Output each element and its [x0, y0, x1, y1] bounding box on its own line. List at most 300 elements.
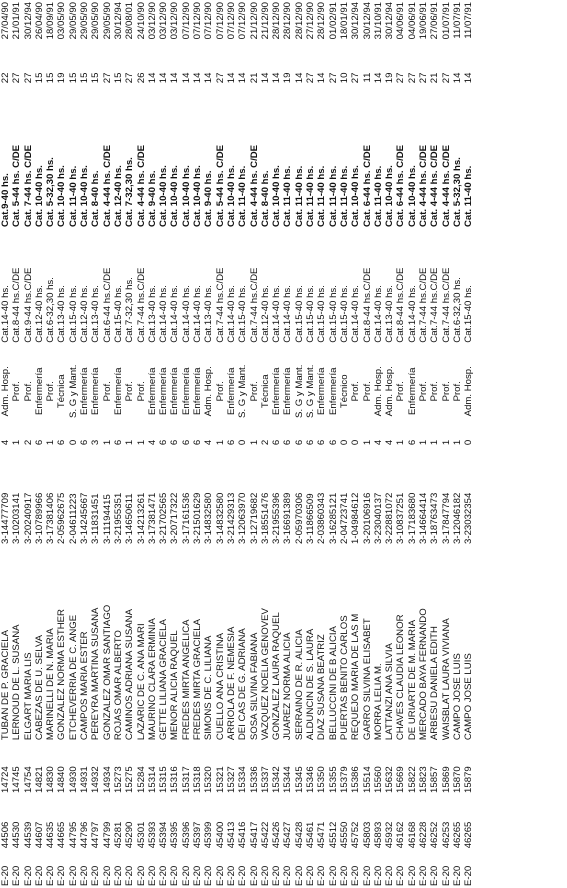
cell-current-category: Cat.13-40 hs. [203, 285, 215, 343]
cell-code: E-20 [417, 865, 429, 886]
table-row [226, 0, 237, 888]
cell-full-name: SIMONS DE C. LILIANA [203, 635, 215, 741]
cell-date: 18/09/91 [45, 2, 57, 40]
table-row [45, 0, 56, 888]
cell-new-category: Cat. 5-44 hs. C/DE [214, 144, 226, 228]
cell-new-category: Cat. 11-40 hs. [327, 165, 339, 228]
cell-date: 04/06/91 [406, 2, 418, 40]
cell-current-category: Cat.14-40 hs. [350, 285, 362, 343]
cell-new-category: Cat. 4-44 hs. C/DE [440, 144, 452, 228]
cell-new-category: Cat. 8-40 hs. [259, 170, 271, 228]
table-row [452, 0, 463, 888]
cell-sector: Prof. [429, 381, 441, 402]
cell-group: 4 [203, 439, 215, 446]
cell-current-category: Cat.7-44 hs.C/DE [214, 267, 226, 343]
cell-document-id: 3-11194415 [101, 494, 113, 544]
cell-document-id: 3-12719682 [248, 492, 260, 544]
cell-legajo: 44795 [67, 821, 79, 849]
cell-document-id: 3-17847794 [440, 492, 452, 544]
cell-date: 29/05/90 [79, 2, 91, 40]
table-row [113, 0, 124, 888]
cell-group: 1 [361, 439, 373, 446]
cell-date: 21/01/91 [11, 2, 23, 40]
cell-legajo: 45393 [146, 821, 158, 849]
cell-number: 15822 [406, 766, 418, 793]
cell-document-id: 3-20106916 [361, 492, 373, 544]
table-row [362, 0, 373, 888]
cell-code: E-20 [372, 865, 384, 886]
cell-document-id: 2-04611223 [67, 493, 79, 544]
cell-legajo: 45427 [282, 821, 294, 849]
cell-legajo: 45413 [225, 821, 237, 849]
cell-sector: Prof. [395, 381, 407, 402]
cell-group: 1 [440, 439, 452, 446]
cell-document-id: 3-20240917 [22, 492, 34, 544]
cell-document-id: 3-17381406 [45, 492, 57, 544]
cell-full-name: LATTANZI ANA SILVIA [384, 643, 396, 741]
cell-current-category: Cat.7-44 hs.C/DE [440, 267, 452, 343]
table-row [350, 0, 361, 888]
cell-points: 14 [372, 72, 384, 84]
cell-points: 14 [158, 72, 170, 84]
cell-current-category: Cat.8-44 hs.C/DE [361, 267, 373, 343]
cell-number: 15344 [282, 766, 294, 793]
table-row [407, 0, 418, 888]
cell-new-category: Cat. 4-44 hs. C/DE [429, 144, 441, 228]
cell-points: 27 [440, 72, 452, 84]
cell-document-id: 3-18763473 [429, 492, 441, 544]
cell-document-id: 3-22881072 [384, 492, 396, 544]
table-row [147, 0, 158, 888]
cell-points: 19 [282, 72, 294, 84]
cell-group: 1 [101, 439, 113, 446]
cell-current-category: Cat.7-44 hs.C/DE [417, 267, 429, 343]
table-row [294, 0, 305, 888]
cell-group: 0 [67, 439, 79, 446]
cell-date: 30/12/94 [112, 2, 124, 40]
table-row [68, 0, 79, 888]
cell-number: 15379 [338, 766, 350, 793]
cell-code: E-20 [180, 865, 192, 886]
cell-group: 6 [192, 439, 204, 446]
cell-code: E-20 [282, 865, 294, 886]
cell-full-name: JUAREZ NORMA ALICIA [282, 632, 294, 741]
cell-sector: Enfermería [158, 367, 170, 415]
cell-new-category: Cat. 10-40 hs. [33, 165, 45, 228]
table-row [316, 0, 327, 888]
cell-number: 14932 [90, 766, 102, 793]
cell-sector: Prof. [22, 381, 34, 402]
cell-full-name: MAURINO CLARA ERMINIA [146, 618, 158, 741]
cell-date: 29/05/90 [67, 2, 79, 40]
cell-document-id: 3-17161536 [180, 492, 192, 544]
cell-number: 15350 [316, 766, 328, 793]
cell-new-category: Cat. 11-40 hs. [282, 165, 294, 228]
cell-legajo: 45417 [248, 821, 260, 849]
cell-legajo: 45893 [372, 821, 384, 849]
cell-date: 27/12/90 [305, 2, 317, 40]
cell-new-category: Cat. 10-40 hs. [225, 165, 237, 228]
cell-group: 4 [0, 439, 11, 446]
cell-sector: Enfermería [90, 367, 102, 415]
cell-group: 1 [135, 439, 147, 446]
cell-group: 6 [79, 439, 91, 446]
cell-new-category: Cat. 11-40 hs. [237, 165, 249, 228]
cell-code: E-20 [451, 865, 463, 886]
cell-code: E-20 [305, 865, 317, 886]
cell-legajo: 45301 [135, 821, 147, 849]
cell-points: 27 [305, 72, 317, 84]
cell-number: 14830 [45, 766, 57, 793]
cell-group: 6 [158, 439, 170, 446]
cell-document-id: 3-14477709 [0, 492, 11, 544]
cell-full-name: DE URIARTE DE M. MARIA [406, 619, 418, 741]
cell-number: 15314 [146, 766, 158, 793]
cell-current-category: Cat.14-40 hs. [406, 285, 418, 343]
cell-legajo: 45550 [338, 821, 350, 849]
cell-legajo: 44607 [33, 821, 45, 849]
cell-sector: Enfermería [406, 367, 418, 415]
cell-new-category: Cat. 6-44 hs. C/DE [361, 144, 373, 228]
cell-sector: Enfermería [192, 367, 204, 415]
cell-number: 15823 [417, 766, 429, 793]
cell-points: 27 [417, 72, 429, 84]
cell-code: E-20 [0, 865, 11, 886]
cell-full-name: ETCHEVERRIA DE C. ANGE [67, 614, 79, 741]
cell-number: 15315 [158, 766, 170, 793]
cell-full-name: VAZQUEZ NOELIA GENOVEV [259, 608, 271, 741]
cell-code: E-20 [248, 865, 260, 886]
cell-points: 14 [463, 72, 475, 84]
cell-code: E-20 [112, 865, 124, 886]
cell-group: 1 [11, 439, 23, 446]
cell-points: 27 [350, 72, 362, 84]
cell-document-id: 3-14213261 [135, 492, 147, 544]
table-row [158, 0, 169, 888]
cell-date: 21/12/90 [259, 2, 271, 40]
cell-points: 14 [451, 72, 463, 84]
cell-legajo: 45932 [384, 821, 396, 849]
cell-document-id: 3-14832580 [214, 492, 226, 544]
cell-document-id: 3-16691389 [282, 492, 294, 544]
cell-sector: Adm. Hosp. [463, 366, 475, 417]
cell-legajo: 44797 [90, 821, 102, 849]
cell-points: 15 [33, 72, 45, 84]
cell-full-name: TUBAN DE P. GRACIELA [0, 629, 11, 741]
cell-current-category: Cat.15-40 hs. [112, 285, 124, 343]
cell-date: 01/02/91 [327, 2, 339, 40]
cell-date: 27/06/91 [429, 2, 441, 40]
cell-number: 14934 [101, 766, 113, 793]
cell-sector: Prof. [451, 381, 463, 402]
table-row [328, 0, 339, 888]
cell-number: 15346 [305, 766, 317, 793]
cell-code: E-20 [135, 865, 147, 886]
cell-full-name: ELGART MARIA LIS [22, 652, 34, 741]
cell-full-name: PUERTAS BENITO CARLOS [338, 615, 350, 741]
cell-code: E-20 [192, 865, 204, 886]
cell-current-category: Cat.6-32,30 hs. [45, 277, 57, 343]
table-row [124, 0, 135, 888]
cell-code: E-20 [350, 865, 362, 886]
cell-legajo: 45512 [327, 821, 339, 849]
cell-sector: Prof. [135, 381, 147, 402]
cell-legajo: 45803 [361, 821, 373, 849]
cell-number: 15869 [440, 766, 452, 793]
cell-group: 6 [282, 439, 294, 446]
cell-sector: Técnico [338, 374, 350, 409]
cell-current-category: Cat.7-44 hs.C/DE [248, 267, 260, 343]
cell-legajo: 44635 [45, 821, 57, 849]
cell-code: E-20 [463, 865, 475, 886]
cell-legajo: 45400 [214, 821, 226, 849]
cell-new-category: Cat. 11-40 hs. [463, 165, 475, 228]
cell-current-category: Cat.8-44 hs.C/DE [11, 267, 23, 343]
cell-code: E-20 [384, 865, 396, 886]
cell-new-category: Cat. 4-44 hs. C/DE [417, 144, 429, 228]
cell-group: 1 [248, 439, 260, 446]
cell-full-name: DIAZ SUSANA BEATRIZ [316, 634, 328, 741]
cell-current-category: Cat.14-40 hs. [0, 285, 11, 343]
cell-legajo: 44796 [79, 821, 91, 849]
cell-full-name: CUELLO ANA CRISTINA [214, 632, 226, 741]
cell-legajo: 46252 [429, 821, 441, 849]
table-row [463, 0, 474, 888]
cell-sector: Enfermería [33, 367, 45, 415]
cell-legajo: 45290 [124, 821, 136, 849]
cell-new-category: Cat. 11-40 hs. [293, 165, 305, 228]
cell-new-category: Cat. 10-40 hs. [158, 165, 170, 228]
cell-legajo: 45281 [112, 821, 124, 849]
cell-points: 19 [56, 72, 68, 84]
cell-group: 0 [463, 439, 475, 446]
cell-new-category: Cat. 7-32,30 hs. [124, 157, 136, 228]
cell-number: 15336 [248, 766, 260, 793]
cell-sector: S. G y Mant. [237, 364, 249, 418]
cell-group: 4 [372, 439, 384, 446]
cell-current-category: Cat.15-40 hs. [316, 285, 328, 343]
cell-document-id: 3-16285121 [327, 492, 339, 544]
cell-full-name: GONZALEZ LAURA RAQUEL [271, 612, 283, 741]
cell-code: E-20 [158, 865, 170, 886]
cell-current-category: Cat.6-44 hs.C/DE [101, 267, 113, 343]
cell-current-category: Cat.14-40 hs. [169, 285, 181, 343]
cell-points: 27 [395, 72, 407, 84]
cell-date: 29/05/90 [101, 2, 113, 40]
cell-group: 6 [225, 439, 237, 446]
cell-points: 15 [112, 72, 124, 84]
cell-points: 15 [90, 72, 102, 84]
cell-code: E-20 [79, 865, 91, 886]
cell-group: 6 [406, 439, 418, 446]
table-row [23, 0, 34, 888]
cell-legajo: 44799 [101, 821, 113, 849]
cell-number: 15337 [259, 766, 271, 793]
cell-document-id: 2-05962675 [56, 492, 68, 544]
cell-document-id: 3-14664414 [417, 492, 429, 544]
cell-number: 15318 [192, 766, 204, 793]
cell-current-category: Cat.12-40 hs. [33, 285, 45, 343]
cell-current-category: Cat.8-44 hs.C/DE [395, 267, 407, 343]
cell-new-category: Cat. 11-40 hs. [338, 165, 350, 228]
cell-legajo: 46253 [440, 821, 452, 849]
table-row [203, 0, 214, 888]
cell-code: E-20 [33, 865, 45, 886]
cell-date: 21/12/90 [248, 2, 260, 40]
cell-full-name: CAMPOS MARIA ESTER [79, 631, 91, 741]
cell-number: 15321 [214, 766, 226, 793]
cell-number: 15317 [180, 766, 192, 793]
cell-number: 14840 [56, 766, 68, 793]
cell-sector: Adm. Hosp. [0, 366, 11, 417]
cell-number: 15342 [271, 766, 283, 793]
cell-sector: Prof. [11, 381, 23, 402]
cell-sector: Prof. [417, 381, 429, 402]
cell-group: 6 [169, 439, 181, 446]
cell-number: 15857 [429, 766, 441, 793]
cell-number: 15870 [451, 766, 463, 793]
cell-number: 15320 [203, 766, 215, 793]
cell-group: 1 [429, 439, 441, 446]
cell-full-name: MERCADO BAYA FERNANDO [417, 608, 429, 741]
cell-points: 27 [101, 72, 113, 84]
cell-new-category: Cat. 4-44 hs. C/DE [135, 144, 147, 228]
cell-code: E-20 [22, 865, 34, 886]
cell-sector: Adm. Hosp. [384, 366, 396, 417]
cell-date: 24/10/90 [135, 2, 147, 40]
cell-full-name: ARRIOLA DE F. NEMESIA [225, 626, 237, 741]
cell-code: E-20 [90, 865, 102, 886]
table-row [0, 0, 11, 888]
cell-code: E-20 [259, 865, 271, 886]
cell-group: 6 [56, 439, 68, 446]
cell-new-category: Cat. 10-40 hs. [180, 165, 192, 228]
cell-legajo: 45428 [293, 821, 305, 849]
cell-group: 1 [124, 439, 136, 446]
cell-number: 15879 [463, 766, 475, 793]
cell-date: 28/12/90 [293, 2, 305, 40]
cell-group: 2 [22, 439, 34, 446]
cell-group: 1 [45, 439, 57, 446]
cell-sector: Enfermería [79, 367, 91, 415]
cell-document-id: 3-21955351 [112, 492, 124, 544]
cell-sector: Enfermería [271, 367, 283, 415]
cell-current-category: Cat.14-40 hs. [180, 285, 192, 343]
cell-sector: Prof. [248, 381, 260, 402]
cell-number: 15316 [169, 766, 181, 793]
cell-document-id: 3-23032354 [463, 492, 475, 544]
cell-points: 21 [248, 72, 260, 84]
cell-legajo: 46265 [463, 821, 475, 849]
cell-points: 15 [45, 72, 57, 84]
table-row [260, 0, 271, 888]
table-row [418, 0, 429, 888]
cell-number: 15273 [112, 766, 124, 793]
cell-legajo: 46162 [395, 821, 407, 849]
cell-full-name: ARBESU DANIELA EDITH [429, 626, 441, 741]
cell-document-id: 3-12063970 [237, 492, 249, 544]
cell-number: 14930 [67, 766, 79, 793]
cell-new-category: Cat. 12-40 hs. [112, 165, 124, 228]
cell-number: 15284 [135, 766, 147, 793]
cell-sector: S. G y Mant. [305, 364, 317, 418]
cell-points: 27 [22, 72, 34, 84]
cell-sector: Prof. [45, 381, 57, 402]
cell-date: 30/12/94 [350, 2, 362, 40]
cell-group: 2 [259, 439, 271, 446]
table-row [339, 0, 350, 888]
cell-date: 03/12/90 [158, 2, 170, 40]
cell-new-category: Cat. 10-40 hs. [169, 165, 181, 228]
cell-legajo: 44506 [0, 821, 11, 849]
cell-date: 07/12/90 [203, 2, 215, 40]
cell-sector: Enfermería [225, 367, 237, 415]
cell-code: E-20 [203, 865, 215, 886]
cell-full-name: CAMINOS ADRIANA SUSANA [124, 608, 136, 741]
cell-full-name: MENOR ALICIA RAQUEL [169, 630, 181, 741]
cell-new-category: Cat. 8-40 hs. [90, 170, 102, 228]
cell-code: E-20 [11, 865, 23, 886]
cell-code: E-20 [146, 865, 158, 886]
cell-full-name: GARRO SILVINA ELISABET [361, 618, 373, 741]
cell-full-name: GONZALEZ NORMA ESTHER [56, 609, 68, 741]
cell-new-category: Cat. 9-40 hs. [203, 170, 215, 228]
cell-current-category: Cat.15-40 hs. [327, 285, 339, 343]
cell-current-category: Cat.14-40 hs. [282, 285, 294, 343]
cell-legajo: 45471 [316, 821, 328, 849]
cell-full-name: SERRAINO DE R. ALICIA [293, 629, 305, 741]
table-row [384, 0, 395, 888]
cell-legajo: 45426 [271, 821, 283, 849]
cell-current-category: Cat.12-40 hs. [79, 285, 91, 343]
cell-sector: Enfermería [169, 367, 181, 415]
cell-sector: Enfermería [282, 367, 294, 415]
cell-group: 0 [338, 439, 350, 446]
cell-current-category: Cat.15-40 hs. [293, 285, 305, 343]
cell-new-category: Cat. 10-40 hs. [56, 165, 68, 228]
cell-current-category: Cat.13-40 hs. [146, 285, 158, 343]
cell-group: 6 [316, 439, 328, 446]
cell-date: 18/01/91 [338, 2, 350, 40]
cell-number: 14931 [79, 766, 91, 793]
cell-document-id: 3-21501629 [192, 492, 204, 544]
cell-code: E-20 [440, 865, 452, 886]
cell-group: 1 [417, 439, 429, 446]
cell-current-category: Cat.6-32,30 hs. [451, 277, 463, 343]
cell-number: 15334 [237, 766, 249, 793]
cell-group: 6 [293, 439, 305, 446]
cell-points: 14 [237, 72, 249, 84]
cell-document-id: 3-23040137 [372, 492, 384, 544]
table-row [249, 0, 260, 888]
cell-points: 14 [271, 72, 283, 84]
cell-number: 15669 [395, 766, 407, 793]
cell-document-id: 2-03860343 [316, 492, 328, 544]
cell-new-category: Cat. 10-40 hs. [79, 165, 91, 228]
cell-sector: Técnica [56, 374, 68, 409]
cell-date: 28/12/90 [316, 2, 328, 40]
cell-points: 22 [0, 72, 11, 84]
cell-code: E-20 [214, 865, 226, 886]
cell-sector: Enfermería [316, 367, 328, 415]
table-row [136, 0, 147, 888]
cell-document-id: 3-10789966 [33, 492, 45, 544]
cell-date: 07/12/90 [225, 2, 237, 40]
cell-date: 28/08/01 [124, 2, 136, 40]
cell-new-category: Cat. 7-44 hs. C/DE [22, 144, 34, 228]
cell-sector: Prof. [350, 381, 362, 402]
cell-full-name: GONZALEZ OMAR SANTIAGO [101, 604, 113, 741]
